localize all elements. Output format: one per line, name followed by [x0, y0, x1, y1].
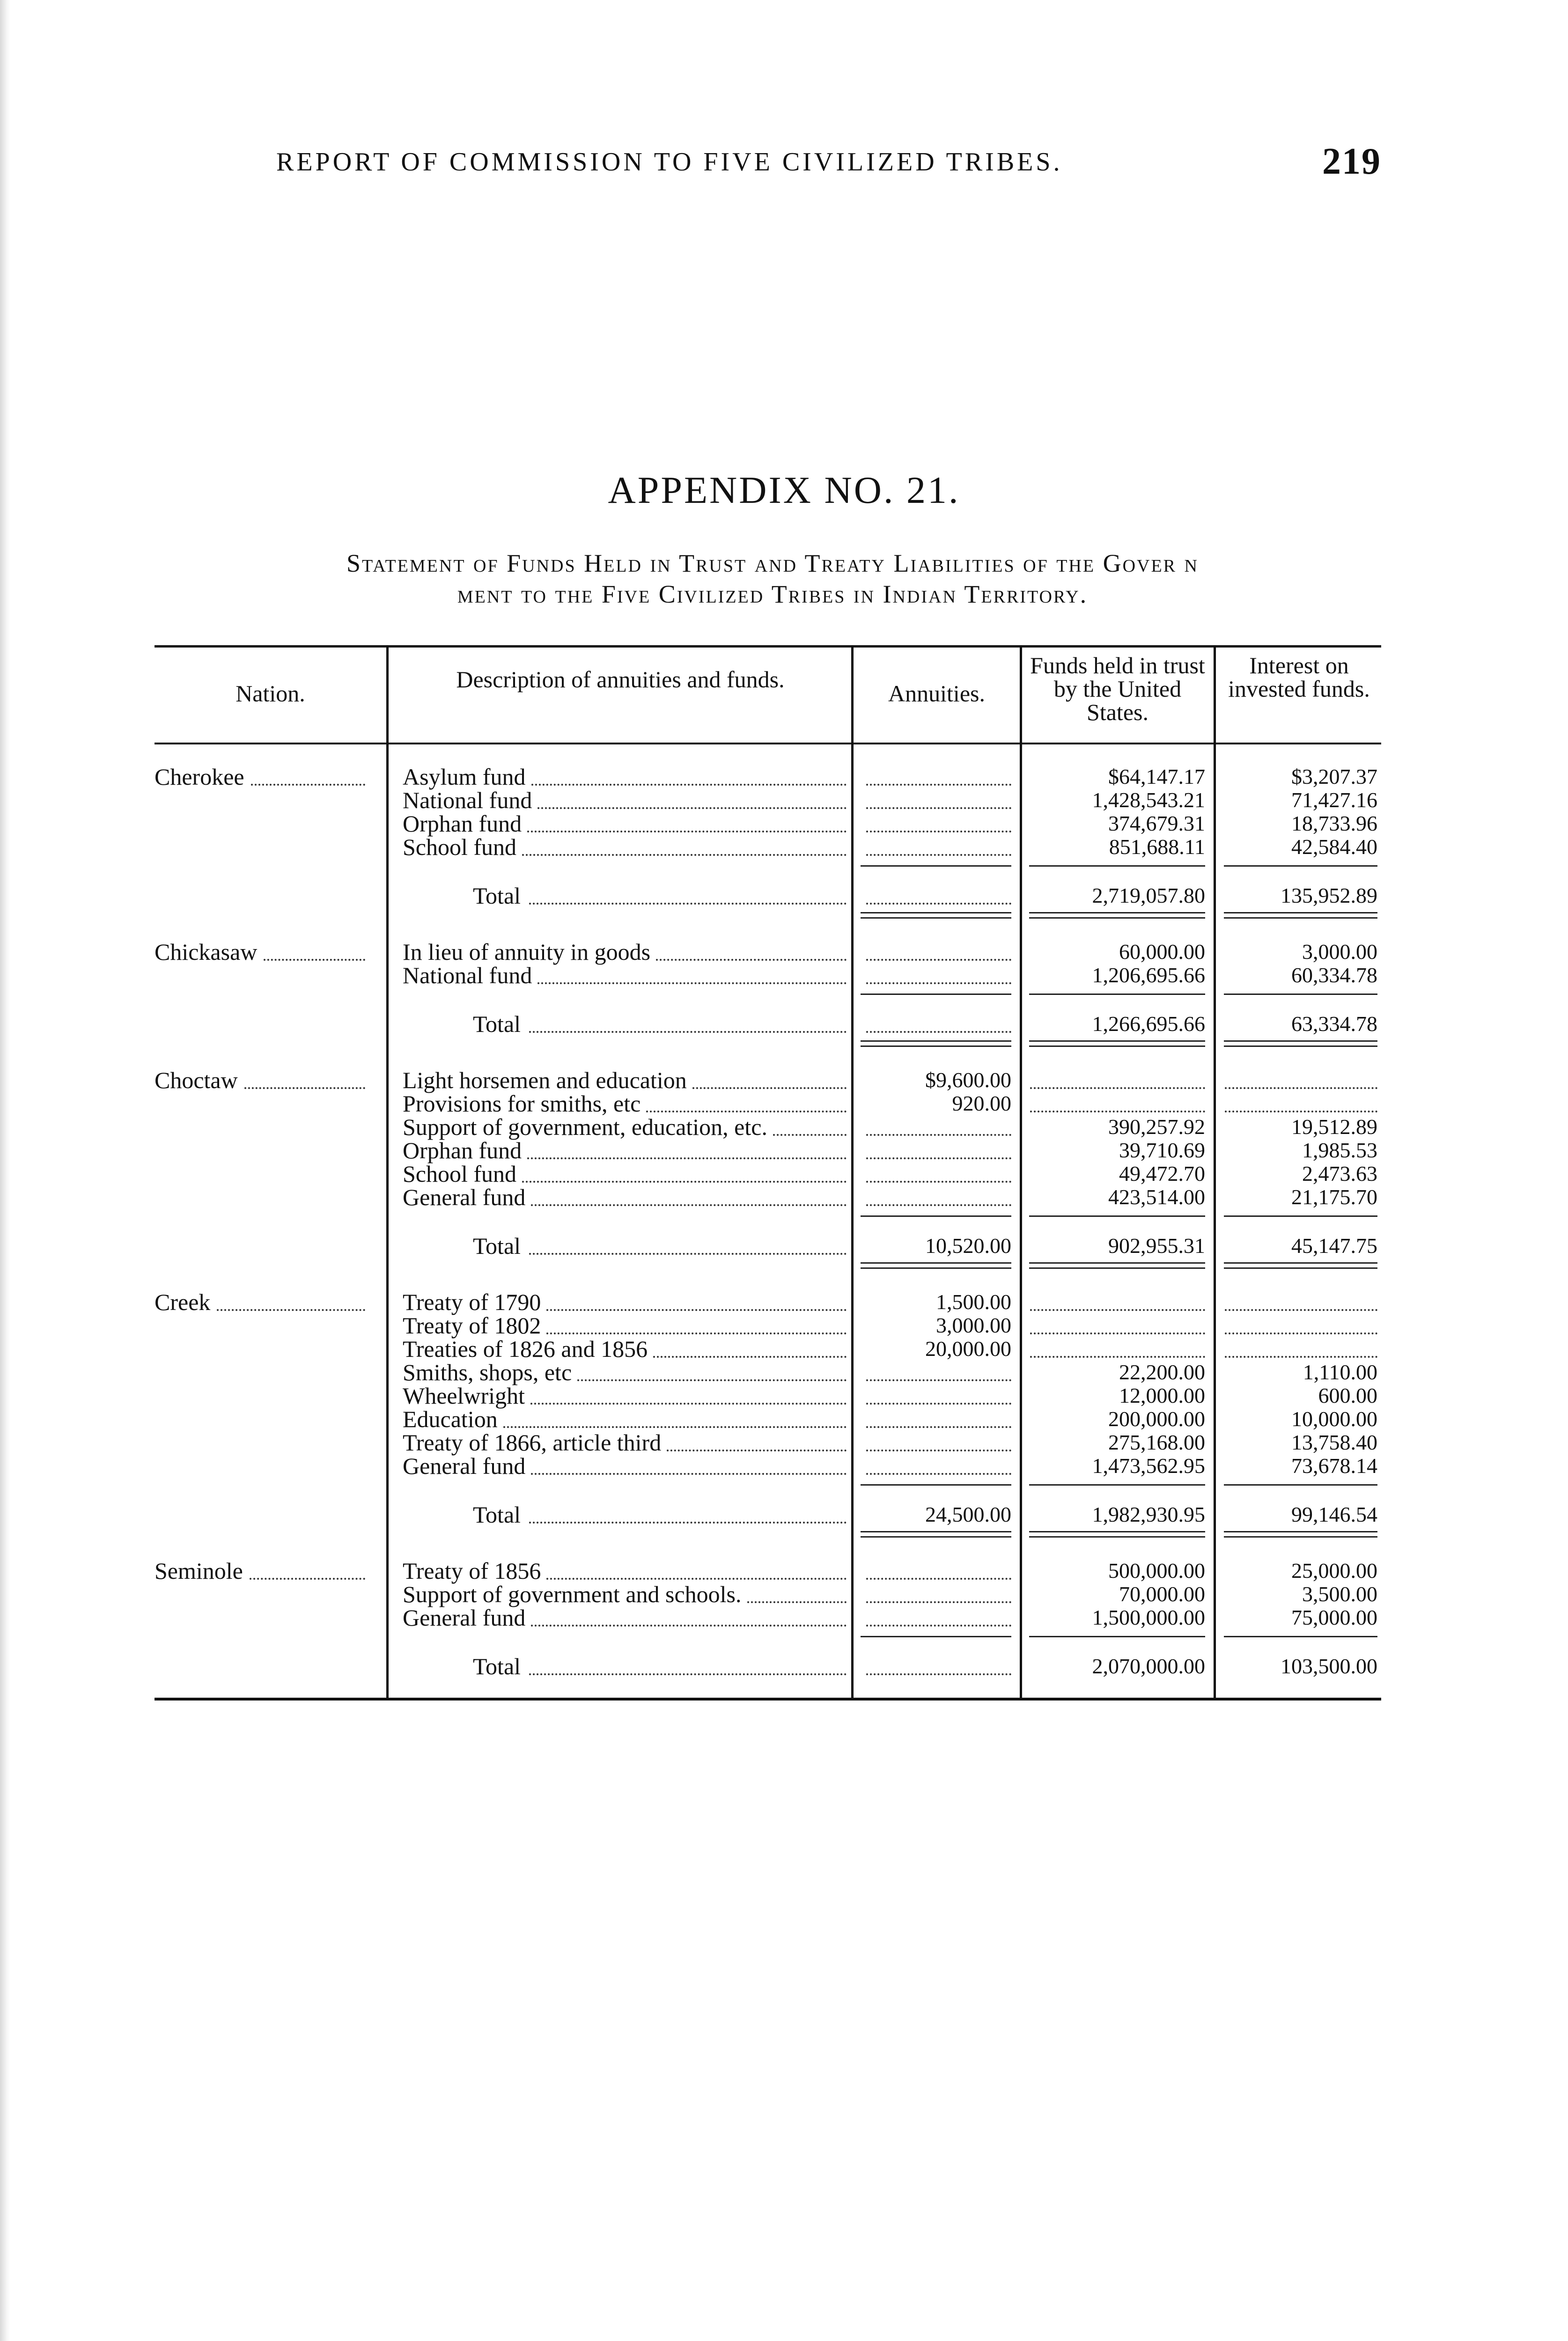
total-double-rule — [1029, 1262, 1205, 1269]
column-rule — [386, 645, 389, 1701]
header-annuities: Annuities. — [888, 680, 985, 707]
row-description: Treaties of 1826 and 1856 — [403, 1336, 648, 1362]
subtotal-rule — [1224, 865, 1377, 867]
running-head-title: REPORT OF COMMISSION TO FIVE CIVILIZED TRIBES. — [276, 147, 1063, 177]
dot-leader — [1225, 1332, 1377, 1334]
dot-leader — [522, 854, 847, 856]
interest-value: 25,000.00 — [1291, 1559, 1377, 1583]
dot-leader — [503, 1426, 847, 1428]
table-bottom-rule — [155, 1698, 1381, 1701]
funds-value: 200,000.00 — [1108, 1407, 1205, 1431]
interest-value: 1,985.53 — [1302, 1138, 1377, 1162]
dot-leader — [264, 959, 365, 961]
row-description: Provisions for smiths, etc — [403, 1090, 641, 1117]
column-rule — [1214, 645, 1216, 1701]
interest-value: 3,500.00 — [1302, 1582, 1377, 1606]
column-rule — [1020, 645, 1022, 1701]
dot-leader — [529, 1522, 847, 1524]
interest-value: $3,207.37 — [1291, 765, 1377, 788]
dot-leader — [866, 1403, 1011, 1405]
dot-leader — [866, 831, 1011, 832]
row-description: Support of government and schools. — [403, 1581, 742, 1607]
row-description: Treaty of 1866, article third — [403, 1429, 662, 1456]
dot-leader — [244, 1087, 365, 1089]
total-funds: 1,266,695.66 — [1092, 1012, 1205, 1036]
interest-value: 18,733.96 — [1291, 811, 1377, 835]
dot-leader — [866, 1673, 1011, 1675]
row-description: Treaty of 1790 — [403, 1289, 541, 1315]
total-funds: 902,955.31 — [1108, 1234, 1205, 1258]
total-label: Total — [473, 1502, 521, 1528]
funds-value: $64,147.17 — [1108, 765, 1205, 788]
subtotal-rule — [861, 1636, 1011, 1637]
funds-value: 22,200.00 — [1119, 1360, 1205, 1384]
dot-leader — [1225, 1111, 1377, 1112]
dot-leader — [866, 1601, 1011, 1603]
subtotal-rule — [1224, 994, 1377, 995]
total-double-rule — [1029, 1531, 1205, 1538]
subtotal-rule — [861, 1215, 1011, 1217]
statement-heading — [150, 548, 1395, 610]
row-description: Smiths, shops, etc — [403, 1359, 572, 1385]
funds-value: 390,257.92 — [1108, 1115, 1205, 1139]
funds-value: 374,679.31 — [1108, 811, 1205, 835]
row-description: Treaty of 1802 — [403, 1312, 541, 1339]
funds-value: 1,428,543.21 — [1092, 788, 1205, 812]
dot-leader — [1030, 1111, 1205, 1112]
header-bottom-rule — [155, 743, 1381, 744]
total-interest: 103,500.00 — [1281, 1654, 1377, 1678]
total-label: Total — [473, 883, 521, 909]
total-double-rule — [861, 912, 1011, 919]
dot-leader — [692, 1087, 847, 1089]
annuity-value: 20,000.00 — [925, 1337, 1011, 1361]
total-interest: 99,146.54 — [1291, 1502, 1377, 1526]
dot-leader — [529, 903, 847, 905]
row-description: Asylum fund — [403, 764, 526, 790]
dot-leader — [866, 1204, 1011, 1206]
dot-leader — [1030, 1087, 1205, 1089]
total-annuity: 10,520.00 — [925, 1234, 1011, 1258]
subtotal-rule — [1224, 1484, 1377, 1486]
row-description: General fund — [403, 1605, 526, 1631]
dot-leader — [866, 1625, 1011, 1627]
row-description: Education — [403, 1406, 498, 1432]
dot-leader — [529, 1253, 847, 1255]
row-description: School fund — [403, 1161, 517, 1187]
total-double-rule — [1224, 1040, 1377, 1047]
total-label: Total — [473, 1011, 521, 1037]
dot-leader — [747, 1601, 847, 1603]
total-label: Total — [473, 1233, 521, 1259]
row-description: Treaty of 1856 — [403, 1558, 541, 1584]
dot-leader — [531, 1204, 847, 1206]
statement-line-1: Statement of Funds Held in Trust and Treaty Liabilities of the Gover n — [346, 549, 1199, 577]
total-funds: 2,070,000.00 — [1092, 1654, 1205, 1678]
funds-value: 1,500,000.00 — [1092, 1605, 1205, 1629]
total-double-rule — [1224, 1262, 1377, 1269]
row-description: National fund — [403, 962, 532, 988]
dot-leader — [530, 1403, 847, 1405]
row-description: Support of government, education, etc. — [403, 1114, 767, 1140]
funds-value: 1,206,695.66 — [1092, 963, 1205, 987]
dot-leader — [522, 1181, 847, 1183]
dot-leader — [656, 959, 847, 961]
dot-leader — [250, 1578, 365, 1580]
total-double-rule — [861, 1040, 1011, 1047]
dot-leader — [866, 854, 1011, 856]
header-interest: Interest on invested funds. — [1228, 652, 1370, 702]
nation-label: Cherokee — [155, 764, 244, 790]
subtotal-rule — [1224, 1215, 1377, 1217]
dot-leader — [531, 1625, 847, 1627]
dot-leader — [531, 1473, 847, 1475]
column-rule — [851, 645, 854, 1701]
dot-leader — [527, 831, 847, 832]
row-description: Orphan fund — [403, 1137, 522, 1163]
funds-value: 423,514.00 — [1108, 1185, 1205, 1209]
funds-value: 12,000.00 — [1119, 1384, 1205, 1407]
scan-edge — [0, 0, 10, 2341]
subtotal-rule — [1224, 1636, 1377, 1637]
total-double-rule — [1029, 912, 1205, 919]
dot-leader — [866, 959, 1011, 961]
subtotal-rule — [861, 1484, 1011, 1486]
row-description: General fund — [403, 1453, 526, 1479]
total-double-rule — [861, 1531, 1011, 1538]
total-funds: 2,719,057.80 — [1092, 883, 1205, 907]
dot-leader — [1225, 1309, 1377, 1311]
funds-table — [155, 645, 1381, 1701]
nation-label: Creek — [155, 1289, 211, 1315]
total-annuity: 24,500.00 — [925, 1502, 1011, 1526]
subtotal-rule — [1029, 994, 1205, 995]
interest-value: 3,000.00 — [1302, 940, 1377, 964]
annuity-value: $9,600.00 — [925, 1068, 1011, 1092]
row-description: General fund — [403, 1184, 526, 1210]
interest-value: 2,473.63 — [1302, 1162, 1377, 1185]
dot-leader — [529, 1031, 847, 1033]
dot-leader — [866, 1031, 1011, 1033]
funds-value: 275,168.00 — [1108, 1430, 1205, 1454]
dot-leader — [1030, 1309, 1205, 1311]
dot-leader — [866, 807, 1011, 809]
dot-leader — [537, 807, 847, 809]
row-description: In lieu of annuity in goods — [403, 939, 651, 965]
interest-value: 42,584.40 — [1291, 835, 1377, 859]
total-double-rule — [861, 1262, 1011, 1269]
dot-leader — [866, 1134, 1011, 1136]
dot-leader — [773, 1134, 847, 1136]
row-description: National fund — [403, 787, 532, 813]
interest-value: 1,110.00 — [1303, 1360, 1377, 1384]
total-interest: 63,334.78 — [1291, 1012, 1377, 1036]
funds-value: 70,000.00 — [1119, 1582, 1205, 1606]
subtotal-rule — [1029, 1636, 1205, 1637]
nation-label: Choctaw — [155, 1067, 238, 1093]
interest-value: 10,000.00 — [1291, 1407, 1377, 1431]
row-description: Orphan fund — [403, 810, 522, 837]
total-interest: 135,952.89 — [1281, 883, 1377, 907]
statement-line-2: ment to the Five Civilized Tribes in Indian Territory. — [457, 580, 1088, 608]
dot-leader — [866, 784, 1011, 786]
subtotal-rule — [861, 994, 1011, 995]
interest-value: 60,334.78 — [1291, 963, 1377, 987]
dot-leader — [546, 1309, 847, 1311]
interest-value: 73,678.14 — [1291, 1454, 1377, 1478]
total-double-rule — [1224, 912, 1377, 919]
dot-leader — [866, 1426, 1011, 1428]
annuity-value: 920.00 — [952, 1091, 1011, 1115]
dot-leader — [546, 1578, 847, 1580]
interest-value: 21,175.70 — [1291, 1185, 1377, 1209]
total-interest: 45,147.75 — [1291, 1234, 1377, 1258]
dot-leader — [1225, 1356, 1377, 1358]
total-double-rule — [1029, 1040, 1205, 1047]
row-description: Light horsemen and education — [403, 1067, 687, 1093]
dot-leader — [866, 1473, 1011, 1475]
dot-leader — [866, 982, 1011, 984]
funds-value: 39,710.69 — [1119, 1138, 1205, 1162]
dot-leader — [251, 784, 365, 786]
subtotal-rule — [1029, 1215, 1205, 1217]
header-description: Description of annuities and funds. — [456, 666, 785, 692]
dot-leader — [531, 784, 847, 786]
dot-leader — [866, 1379, 1011, 1381]
page-number: 219 — [1322, 141, 1381, 182]
annuity-value: 3,000.00 — [936, 1313, 1011, 1337]
dot-leader — [866, 903, 1011, 905]
interest-value: 71,427.16 — [1291, 788, 1377, 812]
table-top-rule — [155, 645, 1381, 648]
funds-value: 1,473,562.95 — [1092, 1454, 1205, 1478]
total-funds: 1,982,930.95 — [1092, 1502, 1205, 1526]
header-funds-held: Funds held in trust by the United States. — [1030, 652, 1205, 725]
interest-value: 19,512.89 — [1291, 1115, 1377, 1139]
dot-leader — [527, 1157, 847, 1159]
dot-leader — [217, 1309, 365, 1311]
dot-leader — [866, 1450, 1011, 1451]
interest-value: 600.00 — [1318, 1384, 1377, 1407]
dot-leader — [866, 1578, 1011, 1580]
interest-value: 13,758.40 — [1291, 1430, 1377, 1454]
dot-leader — [653, 1356, 847, 1358]
row-description: School fund — [403, 834, 517, 860]
nation-label: Chickasaw — [155, 939, 258, 965]
row-description: Wheelwright — [403, 1383, 525, 1409]
dot-leader — [667, 1450, 847, 1451]
subtotal-rule — [1029, 865, 1205, 867]
dot-leader — [866, 1157, 1011, 1159]
funds-value: 500,000.00 — [1108, 1559, 1205, 1583]
interest-value: 75,000.00 — [1291, 1605, 1377, 1629]
funds-value: 49,472.70 — [1119, 1162, 1205, 1185]
annuity-value: 1,500.00 — [936, 1290, 1011, 1314]
funds-value: 60,000.00 — [1119, 940, 1205, 964]
nation-label: Seminole — [155, 1558, 243, 1584]
total-label: Total — [473, 1653, 521, 1679]
dot-leader — [1225, 1087, 1377, 1089]
dot-leader — [546, 1332, 847, 1334]
subtotal-rule — [861, 865, 1011, 867]
header-nation: Nation. — [236, 680, 305, 707]
dot-leader — [1030, 1356, 1205, 1358]
dot-leader — [529, 1673, 847, 1675]
dot-leader — [577, 1379, 847, 1381]
dot-leader — [537, 982, 847, 984]
funds-value: 851,688.11 — [1109, 835, 1205, 859]
dot-leader — [866, 1181, 1011, 1183]
dot-leader — [646, 1111, 847, 1112]
subtotal-rule — [1029, 1484, 1205, 1486]
appendix-title: APPENDIX NO. 21. — [608, 469, 960, 511]
dot-leader — [1030, 1332, 1205, 1334]
total-double-rule — [1224, 1531, 1377, 1538]
